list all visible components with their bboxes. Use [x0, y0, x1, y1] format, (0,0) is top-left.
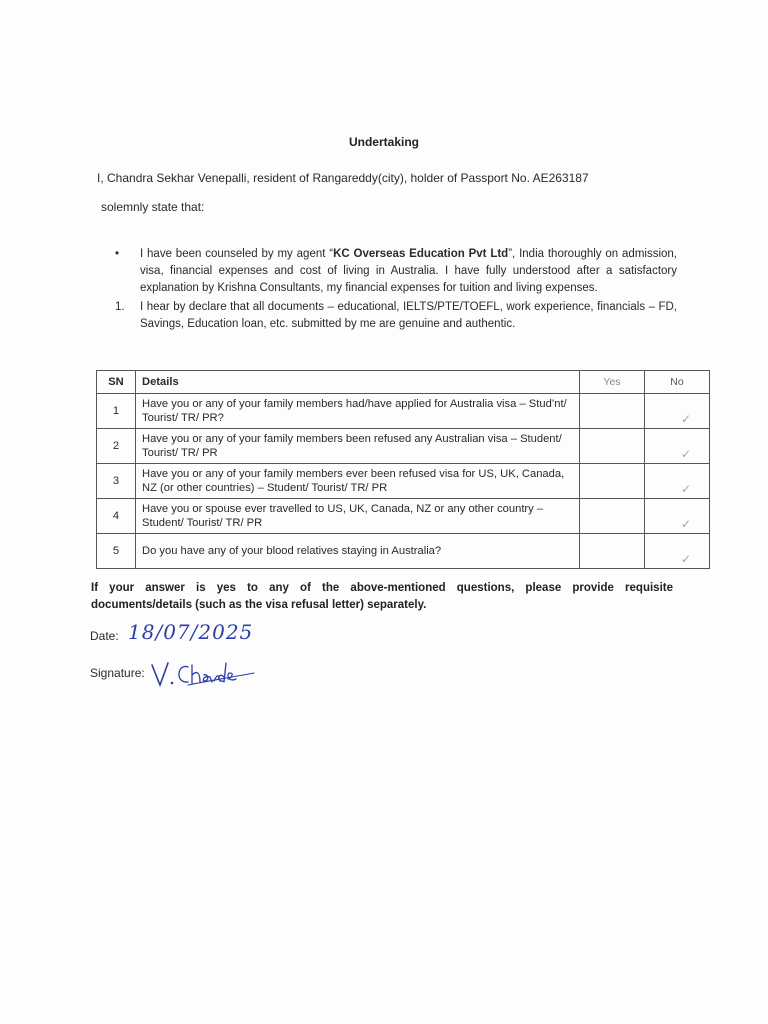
list-item-text: I have been counseled by my agent “	[140, 248, 334, 260]
row-sn: 1	[97, 394, 136, 429]
number-marker: 1.	[115, 301, 125, 313]
handwritten-date: 18/07/2025	[128, 620, 254, 644]
row-yes-cell	[580, 394, 645, 429]
agent-name: KC Overseas Education Pvt Ltd	[333, 248, 509, 260]
row-no-check: ✓	[645, 499, 710, 534]
date-label: Date:	[90, 629, 119, 643]
row-yes-cell	[580, 534, 645, 569]
table-row	[97, 499, 710, 534]
table-row	[97, 534, 710, 569]
solemn-statement: solemnly state that:	[101, 200, 205, 214]
header-no: No	[645, 371, 710, 394]
questions-table	[96, 370, 710, 569]
declaration-list	[115, 246, 677, 335]
document-title: Undertaking	[348, 135, 419, 149]
row-yes-cell	[580, 464, 645, 499]
row-sn: 5	[97, 534, 136, 569]
row-sn: 3	[97, 464, 136, 499]
row-sn: 4	[97, 499, 136, 534]
list-item-text: I hear by declare that all documents – educational, IELTS/PTE/TOEFL, work experience, financials – FD, Savings, Education loan, etc. submitted by me are genuine and authentic.	[140, 301, 677, 330]
row-details: Have you or any of your family members ever been refused visa for US, UK, Canada, NZ (or other countries) – Student/ Tourist/ TR/ PR	[136, 464, 580, 499]
list-item-text-cont: ”, India thoroughly on admission, visa, financial expenses and cost of living in Australia. I have fully understood after a satisfactory explanation by Krishna Consultants, my financial expenses for tuition and living expenses.	[140, 248, 677, 294]
row-yes-cell	[580, 429, 645, 464]
row-yes-cell	[580, 499, 645, 534]
row-details: Have you or any of your family members had/have applied for Australia visa – Stud’nt/ Tourist/ TR/ PR?	[136, 394, 580, 429]
row-no-check: ✓	[645, 394, 710, 429]
header-details: Details	[136, 371, 580, 394]
table-row	[97, 429, 710, 464]
header-sn: SN	[97, 371, 136, 394]
row-details: Have you or any of your family members been refused any Australian visa – Student/ Tourist/ TR/ PR	[136, 429, 580, 464]
intro-statement: I, Chandra Sekhar Venepalli, resident of Rangareddy(city), holder of Passport No. AE263187	[97, 171, 589, 185]
handwritten-signature	[148, 655, 258, 691]
row-details: Do you have any of your blood relatives staying in Australia?	[136, 534, 580, 569]
list-item	[115, 299, 677, 333]
row-details: Have you or spouse ever travelled to US, UK, Canada, NZ or any other country – Student/ Tourist/ TR/ PR	[136, 499, 580, 534]
signature-label: Signature:	[90, 666, 145, 680]
list-item	[115, 246, 677, 297]
header-yes: Yes	[580, 371, 645, 394]
row-no-check: ✓	[645, 534, 710, 569]
row-no-check: ✓	[645, 429, 710, 464]
table-row	[97, 394, 710, 429]
table-row	[97, 464, 710, 499]
instruction-note: If your answer is yes to any of the above-mentioned questions, please provide requisite documents/details (such as the visa refusal letter) separately.	[91, 582, 673, 611]
bullet-marker: •	[115, 248, 120, 260]
row-sn: 2	[97, 429, 136, 464]
row-no-check: ✓	[645, 464, 710, 499]
table-header-row	[97, 371, 710, 394]
